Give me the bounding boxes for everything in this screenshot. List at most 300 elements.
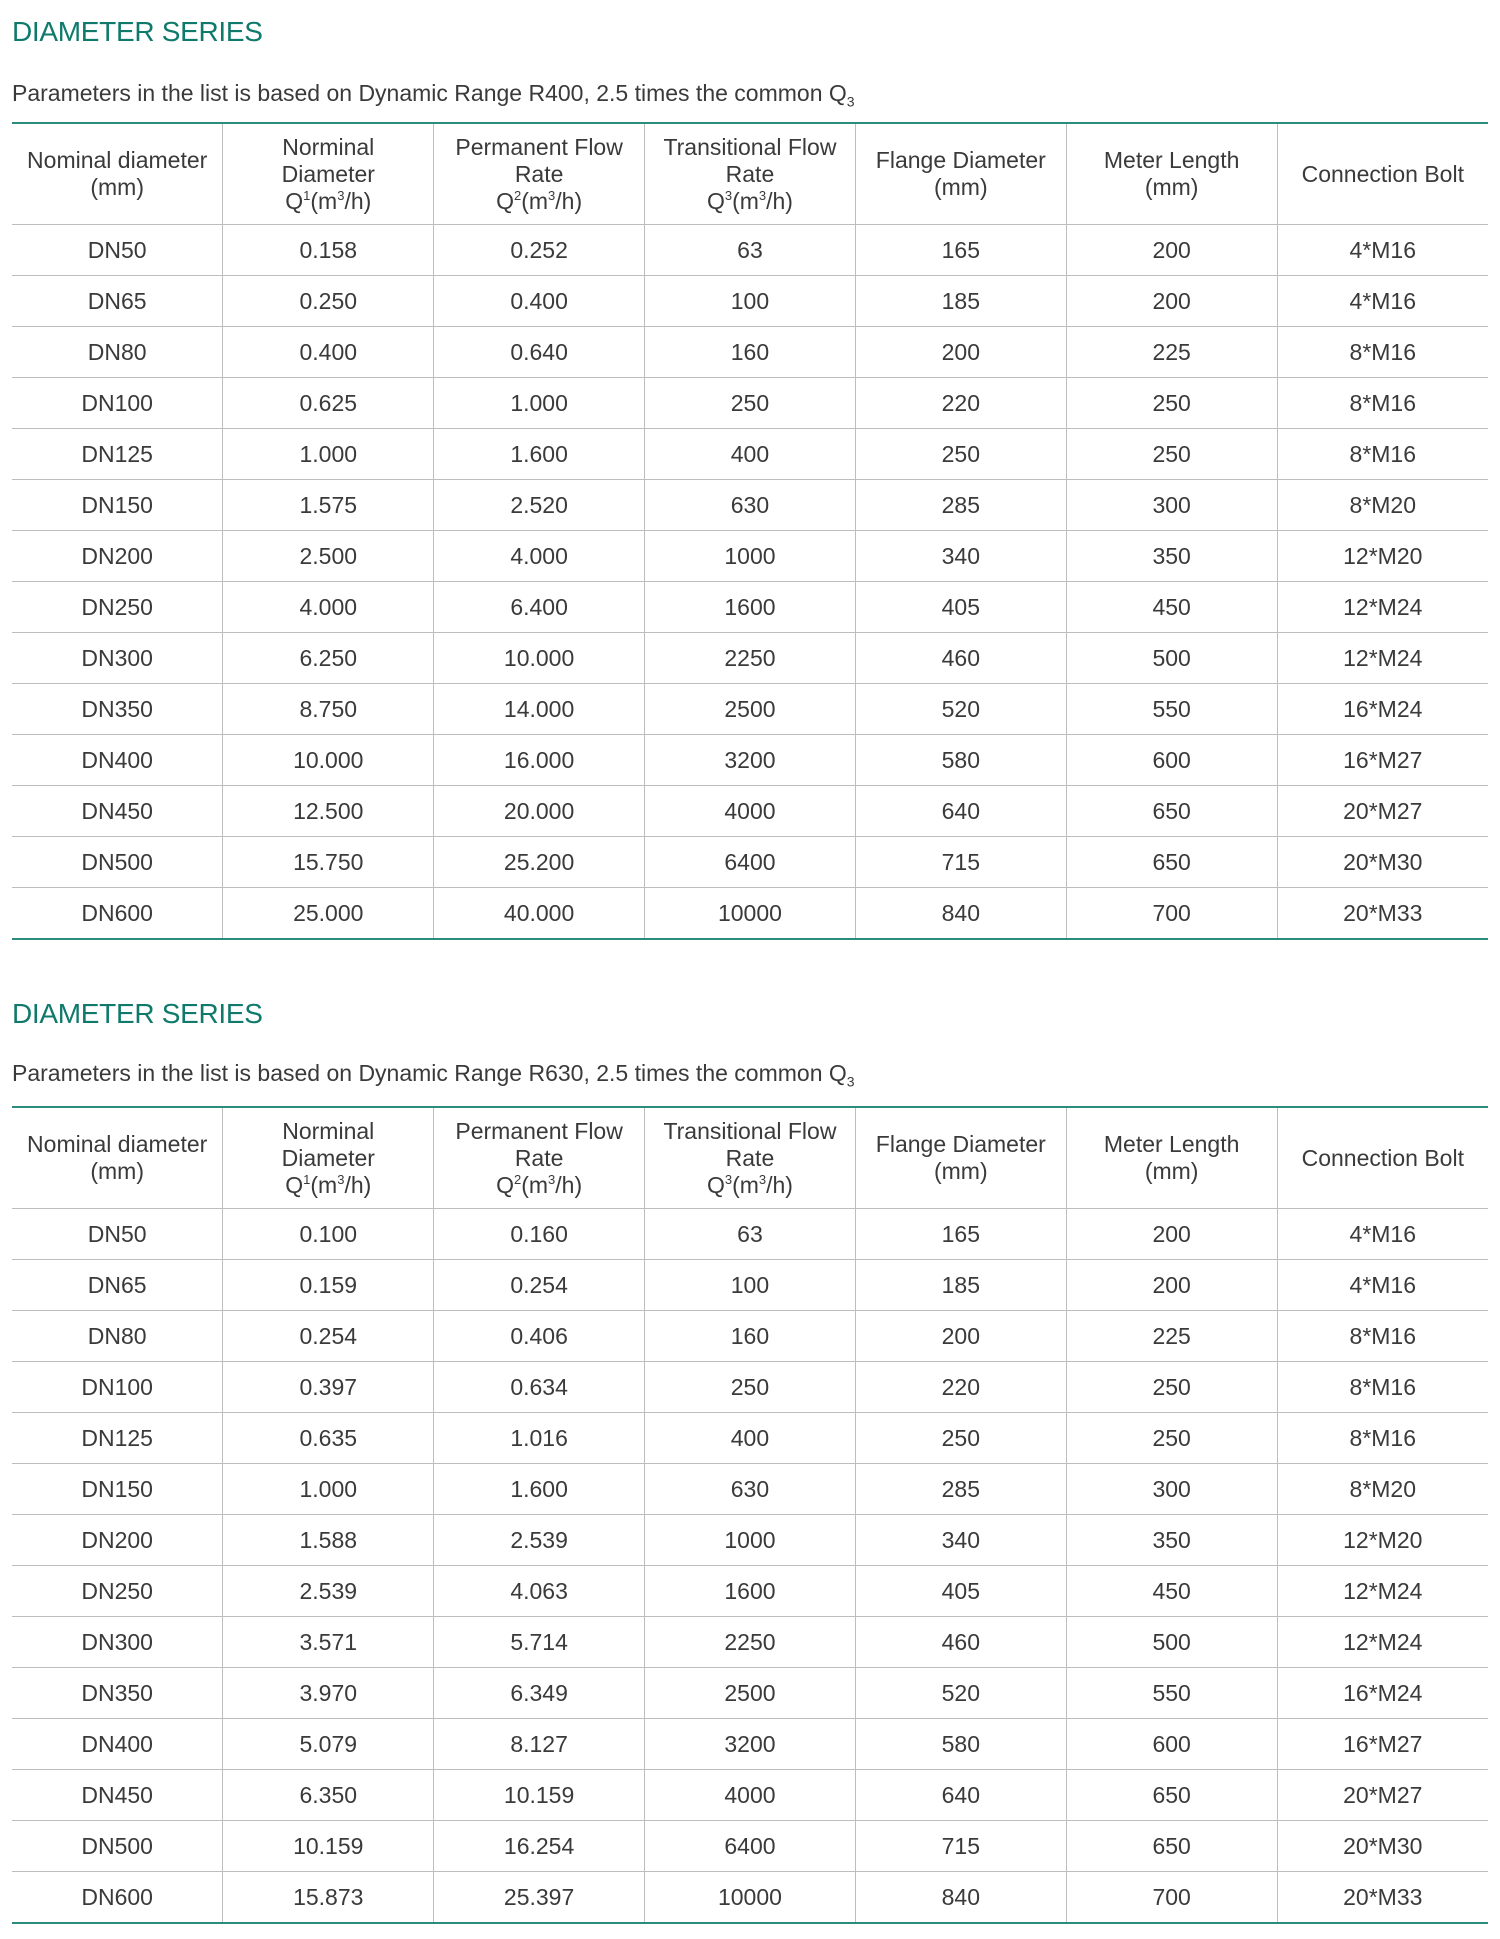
section-subtitle (12, 1060, 855, 1090)
table-cell: 0.625 (223, 378, 434, 429)
header-line: (mm) (1144, 1158, 1199, 1184)
column-header (1066, 1107, 1277, 1209)
table-row (12, 1872, 1488, 1924)
table-cell: 2250 (645, 633, 856, 684)
table-cell: 1.575 (223, 480, 434, 531)
table-cell: DN600 (81, 899, 153, 926)
table-cell: 16.000 (434, 735, 645, 786)
table-cell: 10.000 (434, 633, 645, 684)
table-cell: 10000 (645, 1872, 856, 1924)
section-title: DIAMETER SERIES (12, 998, 263, 1029)
table-cell: 8*M16 (1277, 1311, 1488, 1362)
header-line: (mm) (933, 174, 988, 200)
column-header (434, 1107, 645, 1209)
header-line: Transitional Flow (663, 1117, 837, 1144)
table-cell: 500 (1066, 1617, 1277, 1668)
table-cell: 6.350 (223, 1770, 434, 1821)
table-cell: DN600 (81, 1883, 153, 1910)
table-cell: 185 (855, 276, 1066, 327)
table-cell: 220 (855, 1362, 1066, 1413)
column-header (223, 1107, 434, 1209)
header-line: Connection Bolt (1301, 1144, 1464, 1171)
unit-suffix: /h) (766, 187, 793, 214)
table-cell: DN500 (12, 1821, 223, 1872)
table-cell: 4000 (645, 1770, 856, 1821)
table-cell: 250 (855, 1413, 1066, 1464)
column-header (855, 123, 1066, 225)
table-cell: 3.970 (223, 1668, 434, 1719)
table-cell: 600 (1066, 1719, 1277, 1770)
table-cell: 15.873 (223, 1872, 434, 1924)
table-cell: 1000 (645, 1515, 856, 1566)
table-row (12, 1617, 1488, 1668)
unit-prefix: (m (521, 187, 549, 214)
table-cell: 12*M24 (1277, 1566, 1488, 1617)
table-header (12, 123, 1488, 225)
table-cell: 10.000 (223, 735, 434, 786)
table-cell: 640 (855, 786, 1066, 837)
table-row (12, 786, 1488, 837)
unit-prefix: (m (310, 1171, 338, 1198)
table-cell: 6.400 (434, 582, 645, 633)
table-cell: 840 (855, 1872, 1066, 1924)
unit-suffix: /h) (344, 187, 372, 214)
table-cell: 1.016 (434, 1413, 645, 1464)
header-unit (223, 1172, 433, 1199)
table-cell: DN450 (12, 786, 223, 837)
q-symbol: Q (706, 187, 725, 214)
table-cell: 16*M27 (1277, 1719, 1488, 1770)
table-cell: 20*M27 (1277, 1770, 1488, 1821)
header-line: Connection Bolt (1301, 160, 1464, 187)
table-cell: 405 (855, 1566, 1066, 1617)
table-cell: 250 (855, 429, 1066, 480)
table-cell: 285 (855, 1464, 1066, 1515)
table-row (12, 1209, 1488, 1260)
table-cell: DN125 (12, 429, 223, 480)
table-cell: 0.640 (434, 327, 645, 378)
table-cell: 3200 (645, 1719, 856, 1770)
table-cell: 250 (645, 1362, 856, 1413)
table-cell: 1.000 (223, 429, 434, 480)
unit-exponent: 3 (758, 1171, 767, 1187)
q-index: 2 (513, 1171, 522, 1187)
subtitle-subscript: 3 (846, 1073, 855, 1090)
table-cell: 12*M24 (1277, 633, 1488, 684)
table-cell: 340 (855, 1515, 1066, 1566)
table-cell: DN250 (12, 582, 223, 633)
header-line: Rate (514, 160, 564, 187)
header-line: Rate (725, 160, 775, 187)
header-line: Meter Length (1103, 1131, 1240, 1157)
table-cell: 405 (855, 582, 1066, 633)
table-cell: 250 (1066, 378, 1277, 429)
column-header (12, 1107, 223, 1209)
table-cell: 160 (645, 327, 856, 378)
unit-prefix: (m (310, 187, 338, 214)
table-cell: 20.000 (434, 786, 645, 837)
table-row (12, 531, 1488, 582)
table-cell: DN65 (12, 276, 223, 327)
table-cell: 12*M24 (1277, 1617, 1488, 1668)
table-cell: DN100 (12, 378, 223, 429)
table-cell: 450 (1066, 1566, 1277, 1617)
table-cell: 0.159 (223, 1260, 434, 1311)
table-cell: 200 (855, 327, 1066, 378)
table-row (12, 837, 1488, 888)
table-cell: DN100 (12, 1362, 223, 1413)
header-line: Transitional Flow (663, 133, 837, 160)
table-cell: 225 (1066, 1311, 1277, 1362)
table-cell: 12*M20 (1277, 1515, 1488, 1566)
table-cell: 2.500 (223, 531, 434, 582)
unit-exponent: 3 (548, 187, 556, 203)
header-unit (645, 1172, 855, 1199)
table-cell: 2500 (645, 684, 856, 735)
subtitle-text: Parameters in the list is based on Dynamic Range R400, 2.5 times the common Q (12, 80, 847, 106)
table-cell: 0.406 (434, 1311, 645, 1362)
table-row (12, 684, 1488, 735)
table-cell: 0.634 (434, 1362, 645, 1413)
q-symbol: Q (285, 1171, 304, 1198)
table-cell: 5.714 (434, 1617, 645, 1668)
table-row (12, 1770, 1488, 1821)
table-cell: 2.539 (434, 1515, 645, 1566)
table-cell: 1.600 (434, 429, 645, 480)
header-line: Norminal (282, 1117, 375, 1144)
table-cell: 450 (1066, 582, 1277, 633)
table-cell: 1.600 (434, 1464, 645, 1515)
table-cell: 20*M30 (1277, 837, 1488, 888)
table-cell: 300 (1066, 480, 1277, 531)
table-cell: 715 (855, 1821, 1066, 1872)
table-cell: 350 (1066, 531, 1277, 582)
table-cell: DN250 (12, 1566, 223, 1617)
table-cell: 350 (1066, 1515, 1277, 1566)
table-row (12, 582, 1488, 633)
table-cell: 285 (855, 480, 1066, 531)
table-cell: 63 (645, 1209, 856, 1260)
table-cell: 6.349 (434, 1668, 645, 1719)
table-cell: 16*M24 (1277, 1668, 1488, 1719)
table-cell: 220 (855, 378, 1066, 429)
unit-prefix: (m (732, 1171, 759, 1198)
q-symbol: Q (496, 187, 514, 214)
table-cell: 8*M16 (1277, 327, 1488, 378)
table-cell: DN450 (12, 1770, 223, 1821)
table-cell: 650 (1066, 786, 1277, 837)
header-row (12, 123, 1488, 225)
table-cell: 100 (645, 276, 856, 327)
table-row (12, 1362, 1488, 1413)
table-cell: 400 (645, 429, 856, 480)
table-cell: 20*M33 (1277, 888, 1488, 940)
q-symbol: Q (285, 187, 304, 214)
header-line: Permanent Flow (455, 133, 623, 160)
table-cell: 200 (1066, 1209, 1277, 1260)
table-cell: 2.539 (223, 1566, 434, 1617)
table-cell: 1600 (645, 1566, 856, 1617)
table-cell: 20*M27 (1277, 786, 1488, 837)
header-unit (434, 1172, 644, 1199)
table-cell: 6400 (645, 1821, 856, 1872)
table-cell: 160 (645, 1311, 856, 1362)
table-row (12, 225, 1488, 276)
table-row (12, 1719, 1488, 1770)
table-cell: 715 (855, 837, 1066, 888)
table-cell: DN500 (12, 837, 223, 888)
table-cell: 840 (855, 888, 1066, 940)
table-cell: 250 (645, 378, 856, 429)
table-cell: 20*M30 (1277, 1821, 1488, 1872)
table-row (12, 1464, 1488, 1515)
table-row (12, 327, 1488, 378)
table-cell: 225 (1066, 327, 1277, 378)
table-cell: 340 (855, 531, 1066, 582)
table-cell: DN125 (12, 1413, 223, 1464)
table-cell: 1000 (645, 531, 856, 582)
header-line: (mm) (90, 174, 144, 200)
table-cell: 8.750 (223, 684, 434, 735)
table-cell: 100 (645, 1260, 856, 1311)
table-cell: 550 (1066, 684, 1277, 735)
table-cell: 200 (1066, 276, 1277, 327)
column-header (223, 123, 434, 225)
q-index: 2 (513, 187, 522, 203)
header-line: Nominal diameter (27, 1131, 208, 1157)
table-cell: 5.079 (223, 1719, 434, 1770)
table-cell: 0.635 (223, 1413, 434, 1464)
table-cell: 1.588 (223, 1515, 434, 1566)
column-header (1277, 123, 1488, 225)
column-header (645, 1107, 856, 1209)
header-line: Diameter (281, 160, 375, 187)
table-cell: 3200 (645, 735, 856, 786)
table-cell: 16*M27 (1277, 735, 1488, 786)
table-cell: DN50 (12, 225, 223, 276)
table-row (12, 1260, 1488, 1311)
table-cell: 520 (855, 1668, 1066, 1719)
table-cell: 6400 (645, 837, 856, 888)
spec-table (12, 1106, 1488, 1924)
table-row (12, 276, 1488, 327)
table-body (12, 225, 1488, 940)
table-cell: 165 (855, 1209, 1066, 1260)
table-cell: 4.000 (434, 531, 645, 582)
q-symbol: Q (706, 1171, 725, 1198)
header-line: Norminal (282, 133, 375, 160)
table-cell: 460 (855, 1617, 1066, 1668)
table-cell: 8*M16 (1277, 429, 1488, 480)
table-cell: 20*M33 (1277, 1872, 1488, 1924)
table-cell: 0.397 (223, 1362, 434, 1413)
subtitle-text: Parameters in the list is based on Dynamic Range R630, 2.5 times the common Q (12, 1060, 847, 1086)
table-cell: 63 (645, 225, 856, 276)
table-cell: 12.500 (223, 786, 434, 837)
unit-exponent: 3 (758, 187, 767, 203)
table-cell: 3.571 (223, 1617, 434, 1668)
header-line: Diameter (281, 1144, 375, 1171)
table-cell: 580 (855, 735, 1066, 786)
header-line: Flange Diameter (875, 1131, 1046, 1157)
unit-exponent: 3 (337, 187, 345, 203)
table-cell: 6.250 (223, 633, 434, 684)
table-cell: 10.159 (434, 1770, 645, 1821)
table-cell: 700 (1066, 888, 1277, 940)
table-cell: 700 (1066, 1872, 1277, 1924)
section-subtitle (12, 80, 855, 110)
table-cell: 0.100 (223, 1209, 434, 1260)
header-line: Nominal diameter (27, 147, 208, 173)
header-line: Rate (725, 1144, 775, 1171)
table-cell: 8.127 (434, 1719, 645, 1770)
table-cell: 550 (1066, 1668, 1277, 1719)
table-cell: 0.250 (223, 276, 434, 327)
table-cell: DN400 (12, 735, 223, 786)
table-cell: 8*M16 (1277, 1413, 1488, 1464)
table-row (12, 1668, 1488, 1719)
table-row (12, 1413, 1488, 1464)
table-cell: 25.200 (434, 837, 645, 888)
table-row (12, 735, 1488, 786)
table-row (12, 1566, 1488, 1617)
table-body (12, 1209, 1488, 1924)
table-cell: 10.159 (223, 1821, 434, 1872)
table-cell: 650 (1066, 1770, 1277, 1821)
unit-suffix: /h) (555, 1171, 583, 1198)
table-cell: 400 (645, 1413, 856, 1464)
header-line: Rate (514, 1144, 564, 1171)
table-cell: 15.750 (223, 837, 434, 888)
table-row (12, 888, 1488, 940)
table-cell: DN200 (12, 1515, 223, 1566)
table-cell: 520 (855, 684, 1066, 735)
table-cell: 630 (645, 480, 856, 531)
header-line: (mm) (933, 1158, 988, 1184)
table-cell: 0.254 (434, 1260, 645, 1311)
header-line: (mm) (1144, 174, 1199, 200)
table-cell: DN150 (12, 480, 223, 531)
column-header (855, 1107, 1066, 1209)
q-index: 3 (724, 187, 733, 203)
table-header (12, 1107, 1488, 1209)
column-header (1277, 1107, 1488, 1209)
table-cell: 8*M16 (1277, 1362, 1488, 1413)
table-cell: 0.400 (434, 276, 645, 327)
table-cell: 16.254 (434, 1821, 645, 1872)
table-cell: 600 (1066, 735, 1277, 786)
table-cell: 12*M20 (1277, 531, 1488, 582)
table-cell: 250 (1066, 1413, 1277, 1464)
column-header (1066, 123, 1277, 225)
q-index: 1 (303, 1171, 311, 1187)
unit-prefix: (m (732, 187, 759, 214)
table-row (12, 378, 1488, 429)
table-cell: 14.000 (434, 684, 645, 735)
table-cell: 4*M16 (1277, 276, 1488, 327)
section-title: DIAMETER SERIES (12, 16, 263, 47)
unit-suffix: /h) (555, 187, 583, 214)
table-cell: 640 (855, 1770, 1066, 1821)
table-cell: 200 (1066, 225, 1277, 276)
table-cell: 300 (1066, 1464, 1277, 1515)
table-cell: DN65 (12, 1260, 223, 1311)
table-cell: 165 (855, 225, 1066, 276)
unit-suffix: /h) (766, 1171, 793, 1198)
table-cell: 0.160 (434, 1209, 645, 1260)
table-cell: 10000 (645, 888, 856, 940)
table-cell: 200 (1066, 1260, 1277, 1311)
column-header (12, 123, 223, 225)
table-cell: 185 (855, 1260, 1066, 1311)
table-cell: 1.000 (223, 1464, 434, 1515)
header-line: Flange Diameter (875, 147, 1046, 173)
table-cell: 0.400 (223, 327, 434, 378)
table-cell: 1600 (645, 582, 856, 633)
table-cell: 650 (1066, 1821, 1277, 1872)
table-cell: DN300 (12, 633, 223, 684)
table-row (12, 1515, 1488, 1566)
table-cell: 250 (1066, 429, 1277, 480)
header-line: Permanent Flow (455, 1117, 623, 1144)
table-cell: 8*M20 (1277, 1464, 1488, 1515)
table-cell: DN300 (12, 1617, 223, 1668)
q-index: 1 (303, 187, 311, 203)
table-row (12, 633, 1488, 684)
table-cell: 650 (1066, 837, 1277, 888)
table-row (12, 429, 1488, 480)
header-unit (223, 188, 433, 215)
table-cell: 4*M16 (1277, 1260, 1488, 1311)
header-row (12, 1107, 1488, 1209)
table-cell: 4.063 (434, 1566, 645, 1617)
table-cell: DN150 (12, 1464, 223, 1515)
table-cell: 0.254 (223, 1311, 434, 1362)
table-cell: 25.000 (223, 888, 434, 940)
table-cell: 4000 (645, 786, 856, 837)
q-index: 3 (724, 1171, 733, 1187)
column-header (645, 123, 856, 225)
header-line: Meter Length (1103, 147, 1240, 173)
subtitle-subscript: 3 (846, 93, 855, 110)
table-cell: 2.520 (434, 480, 645, 531)
table-cell: DN400 (12, 1719, 223, 1770)
table-cell: 460 (855, 633, 1066, 684)
table-cell: 1.000 (434, 378, 645, 429)
table-cell: 2500 (645, 1668, 856, 1719)
header-unit (434, 188, 644, 215)
table-row (12, 480, 1488, 531)
table-cell: 12*M24 (1277, 582, 1488, 633)
table-cell: 40.000 (434, 888, 645, 940)
table-cell: 8*M20 (1277, 480, 1488, 531)
table-row (12, 1821, 1488, 1872)
table-cell: DN50 (12, 1209, 223, 1260)
header-unit (645, 188, 855, 215)
table-cell: DN200 (12, 531, 223, 582)
q-symbol: Q (496, 1171, 514, 1198)
table-cell: 580 (855, 1719, 1066, 1770)
table-row (12, 1311, 1488, 1362)
table-cell: DN350 (12, 684, 223, 735)
unit-exponent: 3 (548, 1171, 556, 1187)
table-cell: 8*M16 (1277, 378, 1488, 429)
table-cell: 250 (1066, 1362, 1277, 1413)
table-cell: 4*M16 (1277, 225, 1488, 276)
header-line: (mm) (90, 1158, 144, 1184)
table-cell: 4*M16 (1277, 1209, 1488, 1260)
table-cell: DN80 (12, 1311, 223, 1362)
